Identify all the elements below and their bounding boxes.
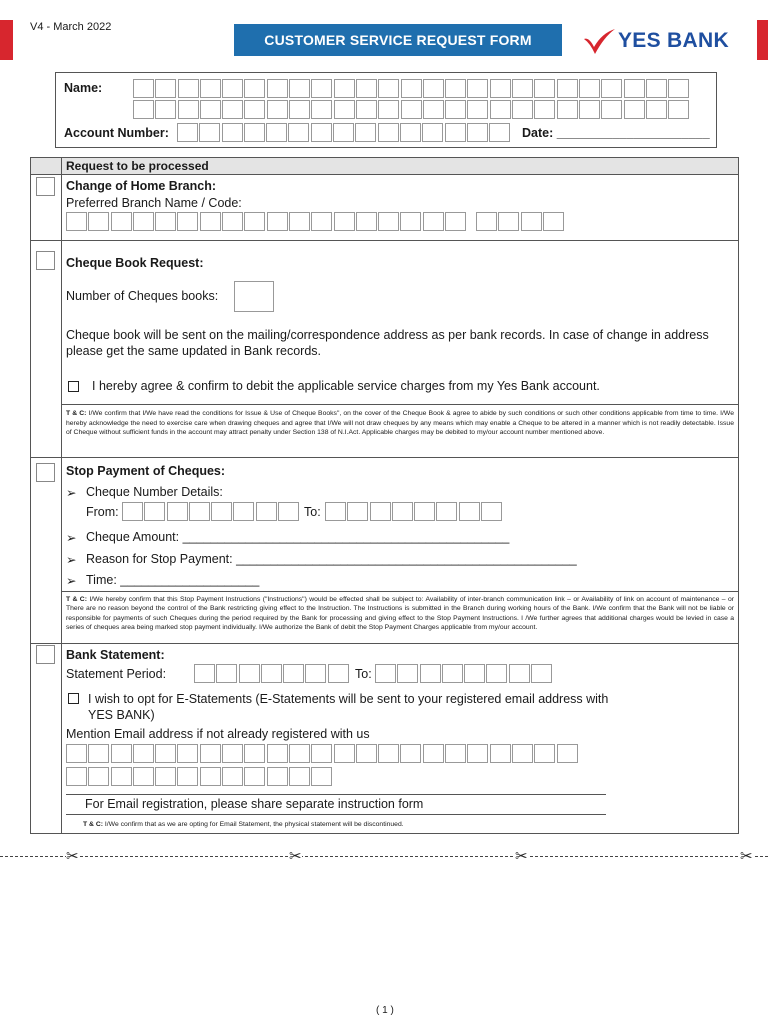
input-cell[interactable] bbox=[211, 502, 232, 521]
input-cell[interactable] bbox=[333, 123, 354, 142]
input-cell[interactable] bbox=[601, 100, 622, 119]
input-cell[interactable] bbox=[267, 100, 288, 119]
input-cell[interactable] bbox=[378, 212, 399, 231]
input-cell[interactable] bbox=[490, 100, 511, 119]
input-cell[interactable] bbox=[356, 212, 377, 231]
input-cell[interactable] bbox=[133, 744, 154, 763]
input-cell[interactable] bbox=[534, 744, 555, 763]
bullet-icon: ➢ bbox=[66, 531, 77, 545]
statement-from-field[interactable] bbox=[194, 664, 350, 683]
input-cell[interactable] bbox=[334, 212, 355, 231]
statement-terms: T & C: I/We confirm that as we are opting for Email Statement, the physical statement will be discontinued. bbox=[83, 821, 404, 828]
input-cell[interactable] bbox=[668, 100, 689, 119]
input-cell[interactable] bbox=[311, 212, 332, 231]
input-cell[interactable] bbox=[244, 123, 265, 142]
input-cell[interactable] bbox=[624, 79, 645, 98]
input-cell[interactable] bbox=[489, 123, 510, 142]
input-cell[interactable] bbox=[155, 212, 176, 231]
scissors-icon: ✂ bbox=[515, 848, 528, 865]
input-cell[interactable] bbox=[445, 744, 466, 763]
input-cell[interactable] bbox=[467, 79, 488, 98]
cheque-amount-field[interactable]: Cheque Amount: _______________________________________________ bbox=[86, 530, 510, 544]
input-cell[interactable] bbox=[266, 123, 287, 142]
input-cell[interactable] bbox=[401, 100, 422, 119]
input-cell[interactable] bbox=[178, 79, 199, 98]
input-cell[interactable] bbox=[177, 212, 198, 231]
input-cell[interactable] bbox=[356, 744, 377, 763]
cheque-books-count-label: Number of Cheques books: bbox=[66, 289, 219, 303]
input-cell[interactable] bbox=[283, 664, 304, 683]
scissors-icon: ✂ bbox=[289, 848, 302, 865]
input-cell[interactable] bbox=[375, 664, 396, 683]
branch-code-field[interactable] bbox=[476, 212, 565, 231]
input-cell[interactable] bbox=[289, 767, 310, 786]
input-cell[interactable] bbox=[289, 744, 310, 763]
input-cell[interactable] bbox=[278, 502, 299, 521]
input-cell[interactable] bbox=[189, 502, 210, 521]
input-cell[interactable] bbox=[423, 744, 444, 763]
input-cell[interactable] bbox=[239, 664, 260, 683]
input-cell[interactable] bbox=[155, 100, 176, 119]
cheque-from-field[interactable] bbox=[122, 502, 300, 521]
input-cell[interactable] bbox=[557, 744, 578, 763]
input-cell[interactable] bbox=[311, 744, 332, 763]
input-cell[interactable] bbox=[400, 123, 421, 142]
input-cell[interactable] bbox=[111, 767, 132, 786]
input-cell[interactable] bbox=[133, 212, 154, 231]
to-label: To: bbox=[304, 505, 321, 519]
input-cell[interactable] bbox=[601, 79, 622, 98]
input-cell[interactable] bbox=[216, 664, 237, 683]
checkmark-logo-icon bbox=[582, 27, 616, 55]
input-cell[interactable] bbox=[111, 744, 132, 763]
input-cell[interactable] bbox=[512, 79, 533, 98]
input-cell[interactable] bbox=[464, 664, 485, 683]
input-cell[interactable] bbox=[133, 79, 154, 98]
input-cell[interactable] bbox=[512, 100, 533, 119]
account-number-field[interactable] bbox=[177, 123, 511, 142]
input-cell[interactable] bbox=[66, 212, 87, 231]
input-cell[interactable] bbox=[222, 123, 243, 142]
input-cell[interactable] bbox=[401, 79, 422, 98]
input-cell[interactable] bbox=[355, 123, 376, 142]
input-cell[interactable] bbox=[531, 664, 552, 683]
input-cell[interactable] bbox=[422, 123, 443, 142]
input-cell[interactable] bbox=[543, 212, 564, 231]
input-cell[interactable] bbox=[392, 502, 413, 521]
email-row-1[interactable] bbox=[66, 744, 579, 763]
input-cell[interactable] bbox=[199, 123, 220, 142]
input-cell[interactable] bbox=[490, 744, 511, 763]
input-cell[interactable] bbox=[155, 79, 176, 98]
input-cell[interactable] bbox=[155, 744, 176, 763]
form-title: CUSTOMER SERVICE REQUEST FORM bbox=[234, 24, 562, 56]
input-cell[interactable] bbox=[222, 744, 243, 763]
tc-divider bbox=[61, 591, 739, 592]
input-cell[interactable] bbox=[378, 123, 399, 142]
input-cell[interactable] bbox=[178, 100, 199, 119]
cheque-book-checkbox[interactable] bbox=[36, 251, 55, 270]
input-cell[interactable] bbox=[200, 100, 221, 119]
input-cell[interactable] bbox=[66, 744, 87, 763]
input-cell[interactable] bbox=[88, 744, 109, 763]
input-cell[interactable] bbox=[423, 212, 444, 231]
stop-payment-checkbox[interactable] bbox=[36, 463, 55, 482]
agree-charges-checkbox[interactable] bbox=[68, 381, 79, 392]
input-cell[interactable] bbox=[111, 212, 132, 231]
input-cell[interactable] bbox=[289, 79, 310, 98]
request-header: Request to be processed bbox=[66, 159, 209, 173]
input-cell[interactable] bbox=[512, 744, 533, 763]
input-cell[interactable] bbox=[305, 664, 326, 683]
input-cell[interactable] bbox=[244, 744, 265, 763]
agree-charges-label: I hereby agree & confirm to debit the applicable service charges from my Yes Bank account. bbox=[92, 379, 600, 393]
input-cell[interactable] bbox=[222, 100, 243, 119]
input-cell[interactable] bbox=[289, 212, 310, 231]
scissors-icon: ✂ bbox=[66, 848, 79, 865]
branch-name-field[interactable] bbox=[66, 212, 467, 231]
column-divider bbox=[61, 157, 62, 834]
input-cell[interactable] bbox=[378, 100, 399, 119]
input-cell[interactable] bbox=[467, 123, 488, 142]
cheque-to-field[interactable] bbox=[325, 502, 503, 521]
left-red-bar bbox=[0, 20, 13, 60]
input-cell[interactable] bbox=[133, 767, 154, 786]
stop-time-field[interactable]: Time: ____________________ bbox=[86, 573, 260, 587]
name-label: Name: bbox=[64, 81, 103, 95]
input-cell[interactable] bbox=[177, 744, 198, 763]
input-cell[interactable] bbox=[467, 100, 488, 119]
account-number-label: Account Number: bbox=[64, 126, 169, 140]
input-cell[interactable] bbox=[267, 79, 288, 98]
row-divider bbox=[30, 643, 739, 644]
stop-payment-title: Stop Payment of Cheques: bbox=[66, 464, 226, 478]
input-cell[interactable] bbox=[200, 767, 221, 786]
email-registration-note: For Email registration, please share separate instruction form bbox=[85, 797, 424, 811]
input-cell[interactable] bbox=[442, 664, 463, 683]
input-cell[interactable] bbox=[534, 100, 555, 119]
input-cell[interactable] bbox=[244, 212, 265, 231]
input-cell[interactable] bbox=[400, 212, 421, 231]
input-cell[interactable] bbox=[244, 100, 265, 119]
input-cell[interactable] bbox=[445, 100, 466, 119]
statement-to-label: To: bbox=[355, 667, 372, 681]
input-cell[interactable] bbox=[144, 502, 165, 521]
input-cell[interactable] bbox=[311, 79, 332, 98]
cheque-books-count-input[interactable] bbox=[234, 281, 274, 312]
input-cell[interactable] bbox=[356, 100, 377, 119]
input-cell[interactable] bbox=[325, 502, 346, 521]
tc-divider bbox=[61, 404, 739, 405]
bullet-icon: ➢ bbox=[66, 574, 77, 588]
row-divider bbox=[30, 457, 739, 458]
input-cell[interactable] bbox=[133, 100, 154, 119]
stop-payment-terms: T & C: I/We hereby confirm that this Stop Payment Instructions ("Instructions") would be effected shall be subject to: Availability of inter-branch communication link – or Availability of link on account of maintenance – or There are no reason beyond the control of the Bank restricting giving effect to the Instruction. The Instructions is submitted in the Branch during working hours of the Bank. I/We confirm that the Bank will not be liable or responsible for payments of such Cheques during the period required by the Bank for processing and giving effect to the Stop Payment Instructions. I /We further agrees that additional charges would be levied in case a series of cheques area being marked stop payment individually. I/We authorize the Bank of debit the Stop Payment Charges applicable from my/our account. bbox=[66, 596, 734, 632]
input-cell[interactable] bbox=[311, 767, 332, 786]
input-cell[interactable] bbox=[481, 502, 502, 521]
cheque-mailing-note: Cheque book will be sent on the mailing/correspondence address as per bank records. In case of change in address please get the same updated in Bank records. bbox=[66, 328, 709, 358]
input-cell[interactable] bbox=[122, 502, 143, 521]
input-cell[interactable] bbox=[66, 767, 87, 786]
input-cell[interactable] bbox=[397, 664, 418, 683]
email-note-bottom-rule bbox=[66, 814, 606, 815]
input-cell[interactable] bbox=[646, 79, 667, 98]
input-cell[interactable] bbox=[167, 502, 188, 521]
input-cell[interactable] bbox=[244, 79, 265, 98]
cut-line bbox=[0, 856, 768, 857]
bullet-icon: ➢ bbox=[66, 486, 77, 500]
input-cell[interactable] bbox=[334, 79, 355, 98]
input-cell[interactable] bbox=[256, 502, 277, 521]
branch-change-title: Change of Home Branch: bbox=[66, 179, 217, 193]
input-cell[interactable] bbox=[557, 79, 578, 98]
from-label: From: bbox=[86, 505, 119, 519]
cheque-book-terms: T & C: I/We confirm that I/We have read the conditions for Issue & Use of Cheque Books", on the cover of the Cheque Book & agree to abide by such conditions or such other conditions applicable from time to time. I/We hereby acknowledge the need to exercise care when drawing cheques and agree that I/We will not draw cheques by any means which may enable a Cheque to be altered in a manner which is not readily detectable. Issue of Cheque without sufficient funds in the account may attract penalty under Section 138 of N.I.Act. Applicable charges may be debited to my/our account number mentioned above. bbox=[66, 410, 734, 437]
input-cell[interactable] bbox=[200, 744, 221, 763]
input-cell[interactable] bbox=[334, 100, 355, 119]
input-cell[interactable] bbox=[445, 212, 466, 231]
statement-to-field[interactable] bbox=[375, 664, 553, 683]
form-version: V4 - March 2022 bbox=[30, 21, 112, 33]
input-cell[interactable] bbox=[311, 100, 332, 119]
estatement-checkbox[interactable] bbox=[68, 693, 79, 704]
input-cell[interactable] bbox=[194, 664, 215, 683]
logo-text: YES BANK bbox=[618, 29, 729, 52]
input-cell[interactable] bbox=[289, 100, 310, 119]
cheque-number-details-label: Cheque Number Details: bbox=[86, 485, 223, 499]
input-cell[interactable] bbox=[498, 212, 519, 231]
input-cell[interactable] bbox=[378, 79, 399, 98]
input-cell[interactable] bbox=[646, 100, 667, 119]
right-red-bar bbox=[757, 20, 768, 60]
input-cell[interactable] bbox=[445, 79, 466, 98]
stop-reason-field[interactable]: Reason for Stop Payment: _________________________________________________ bbox=[86, 552, 577, 566]
name-row-2[interactable] bbox=[133, 100, 690, 119]
input-cell[interactable] bbox=[347, 502, 368, 521]
input-cell[interactable] bbox=[509, 664, 530, 683]
input-cell[interactable] bbox=[467, 744, 488, 763]
input-cell[interactable] bbox=[177, 123, 198, 142]
name-row-1[interactable] bbox=[133, 79, 690, 98]
page-number: ( 1 ) bbox=[376, 1005, 394, 1016]
row-divider bbox=[30, 174, 739, 175]
input-cell[interactable] bbox=[490, 79, 511, 98]
input-cell[interactable] bbox=[267, 767, 288, 786]
input-cell[interactable] bbox=[244, 767, 265, 786]
input-cell[interactable] bbox=[476, 212, 497, 231]
input-cell[interactable] bbox=[222, 79, 243, 98]
input-cell[interactable] bbox=[521, 212, 542, 231]
input-cell[interactable] bbox=[177, 767, 198, 786]
input-cell[interactable] bbox=[423, 79, 444, 98]
input-cell[interactable] bbox=[445, 123, 466, 142]
input-cell[interactable] bbox=[400, 744, 421, 763]
input-cell[interactable] bbox=[261, 664, 282, 683]
input-cell[interactable] bbox=[579, 100, 600, 119]
input-cell[interactable] bbox=[378, 744, 399, 763]
estatement-label: I wish to opt for E-Statements (E-Statements will be sent to your registered email address with YES BANK) bbox=[88, 692, 609, 722]
email-label: Mention Email address if not already registered with us bbox=[66, 727, 370, 741]
input-cell[interactable] bbox=[668, 79, 689, 98]
scissors-icon: ✂ bbox=[740, 848, 753, 865]
input-cell[interactable] bbox=[486, 664, 507, 683]
row-divider bbox=[30, 240, 739, 241]
input-cell[interactable] bbox=[311, 123, 332, 142]
input-cell[interactable] bbox=[267, 212, 288, 231]
input-cell[interactable] bbox=[624, 100, 645, 119]
email-row-2[interactable] bbox=[66, 767, 334, 786]
input-cell[interactable] bbox=[459, 502, 480, 521]
input-cell[interactable] bbox=[200, 212, 221, 231]
preferred-branch-label: Preferred Branch Name / Code: bbox=[66, 196, 242, 210]
date-field[interactable]: Date: ______________________ bbox=[522, 126, 710, 140]
input-cell[interactable] bbox=[557, 100, 578, 119]
bullet-icon: ➢ bbox=[66, 553, 77, 567]
input-cell[interactable] bbox=[414, 502, 435, 521]
input-cell[interactable] bbox=[370, 502, 391, 521]
input-cell[interactable] bbox=[267, 744, 288, 763]
input-cell[interactable] bbox=[534, 79, 555, 98]
input-cell[interactable] bbox=[436, 502, 457, 521]
input-cell[interactable] bbox=[200, 79, 221, 98]
input-cell[interactable] bbox=[334, 744, 355, 763]
branch-change-checkbox[interactable] bbox=[36, 177, 55, 196]
bank-logo bbox=[582, 25, 729, 57]
input-cell[interactable] bbox=[155, 767, 176, 786]
input-cell[interactable] bbox=[222, 767, 243, 786]
input-cell[interactable] bbox=[328, 664, 349, 683]
input-cell[interactable] bbox=[356, 79, 377, 98]
input-cell[interactable] bbox=[88, 767, 109, 786]
statement-period-label: Statement Period: bbox=[66, 667, 167, 681]
bank-statement-checkbox[interactable] bbox=[36, 645, 55, 664]
input-cell[interactable] bbox=[233, 502, 254, 521]
input-cell[interactable] bbox=[222, 212, 243, 231]
input-cell[interactable] bbox=[88, 212, 109, 231]
email-note-top-rule bbox=[66, 794, 606, 795]
input-cell[interactable] bbox=[288, 123, 309, 142]
input-cell[interactable] bbox=[420, 664, 441, 683]
cheque-book-title: Cheque Book Request: bbox=[66, 256, 204, 270]
bank-statement-title: Bank Statement: bbox=[66, 648, 165, 662]
input-cell[interactable] bbox=[579, 79, 600, 98]
input-cell[interactable] bbox=[423, 100, 444, 119]
